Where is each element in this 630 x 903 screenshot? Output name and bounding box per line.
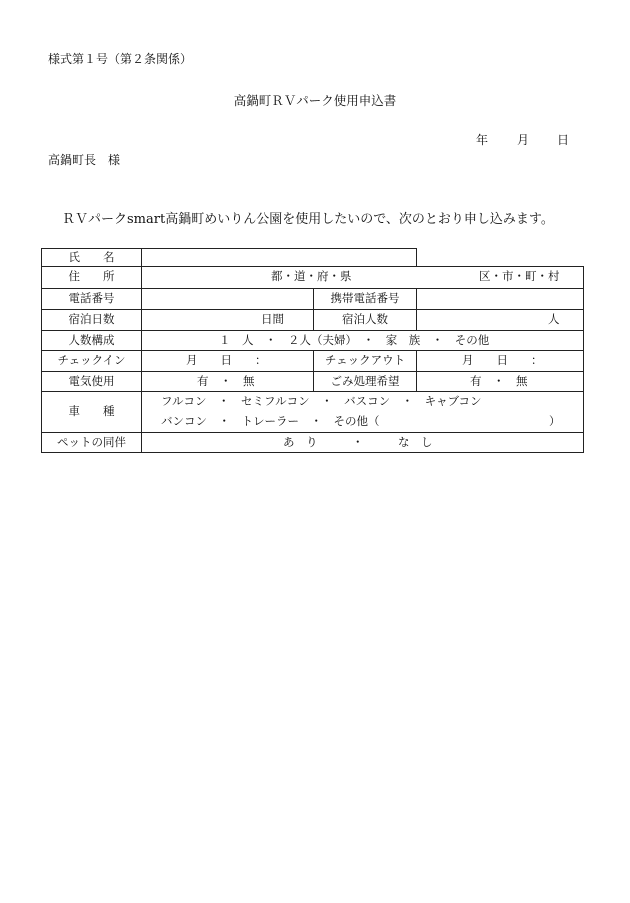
vehicle-other-close: ） bbox=[549, 414, 561, 428]
vehicle-options-line2: バンコン ・ トレーラー ・ その他（ bbox=[161, 414, 380, 428]
stay-people-label: 宿泊人数 bbox=[342, 312, 388, 326]
date-month-label: 月 bbox=[517, 133, 530, 147]
checkout-label: チェックアウト bbox=[324, 353, 406, 367]
stay-days-label: 宿泊日数 bbox=[68, 312, 115, 326]
composition-label: 人数構成 bbox=[68, 333, 115, 347]
address-prefecture-options: 都・道・府・県 bbox=[271, 269, 352, 283]
table-line bbox=[41, 432, 584, 433]
name-label: 氏 名 bbox=[68, 250, 115, 264]
table-line bbox=[141, 248, 142, 453]
garbage-options: 有 ・ 無 bbox=[470, 374, 528, 388]
vehicle-label: 車 種 bbox=[68, 404, 115, 418]
phone-field[interactable] bbox=[142, 289, 313, 309]
name-field[interactable] bbox=[142, 249, 416, 266]
mobile-field[interactable] bbox=[417, 289, 583, 309]
table-line bbox=[583, 266, 584, 453]
composition-options: １ 人 ・ ２人（夫婦） ・ 家 族 ・ その他 bbox=[219, 333, 490, 347]
vehicle-options-line1: フルコン ・ セミフルコン ・ バスコン ・ キャブコン bbox=[161, 394, 482, 408]
date-year-label: 年 bbox=[476, 133, 489, 147]
table-line bbox=[416, 248, 417, 267]
pet-label: ペットの同伴 bbox=[57, 435, 126, 449]
table-line bbox=[41, 266, 584, 267]
electric-label: 電気使用 bbox=[68, 374, 115, 388]
address-city-options: 区・市・町・村 bbox=[479, 269, 560, 283]
document-title: 高鍋町ＲＶパーク使用申込書 bbox=[233, 93, 397, 108]
form-number: 様式第１号（第２条関係） bbox=[48, 52, 193, 66]
intro-text: ＲＶパークsmart高鍋町めいりん公園を使用したいので、次のとおり申し込みます。 bbox=[62, 212, 554, 227]
electric-options: 有 ・ 無 bbox=[197, 374, 255, 388]
date-day-label: 日 bbox=[557, 133, 570, 147]
pet-options: あ り ・ な し bbox=[283, 435, 433, 449]
checkin-value: 月 日 ： bbox=[186, 353, 267, 367]
phone-label: 電話番号 bbox=[68, 291, 115, 305]
stay-people-unit: 人 bbox=[548, 312, 560, 326]
mobile-label: 携帯電話番号 bbox=[330, 291, 400, 305]
checkin-label: チェックイン bbox=[57, 353, 126, 367]
stay-days-unit: 日間 bbox=[261, 312, 284, 326]
table-line bbox=[416, 350, 417, 392]
garbage-label: ごみ処理希望 bbox=[330, 374, 400, 388]
addressee: 高鍋町長 様 bbox=[48, 153, 121, 167]
table-line bbox=[41, 452, 584, 453]
address-label: 住 所 bbox=[68, 269, 115, 283]
checkout-value: 月 日 ： bbox=[462, 353, 543, 367]
